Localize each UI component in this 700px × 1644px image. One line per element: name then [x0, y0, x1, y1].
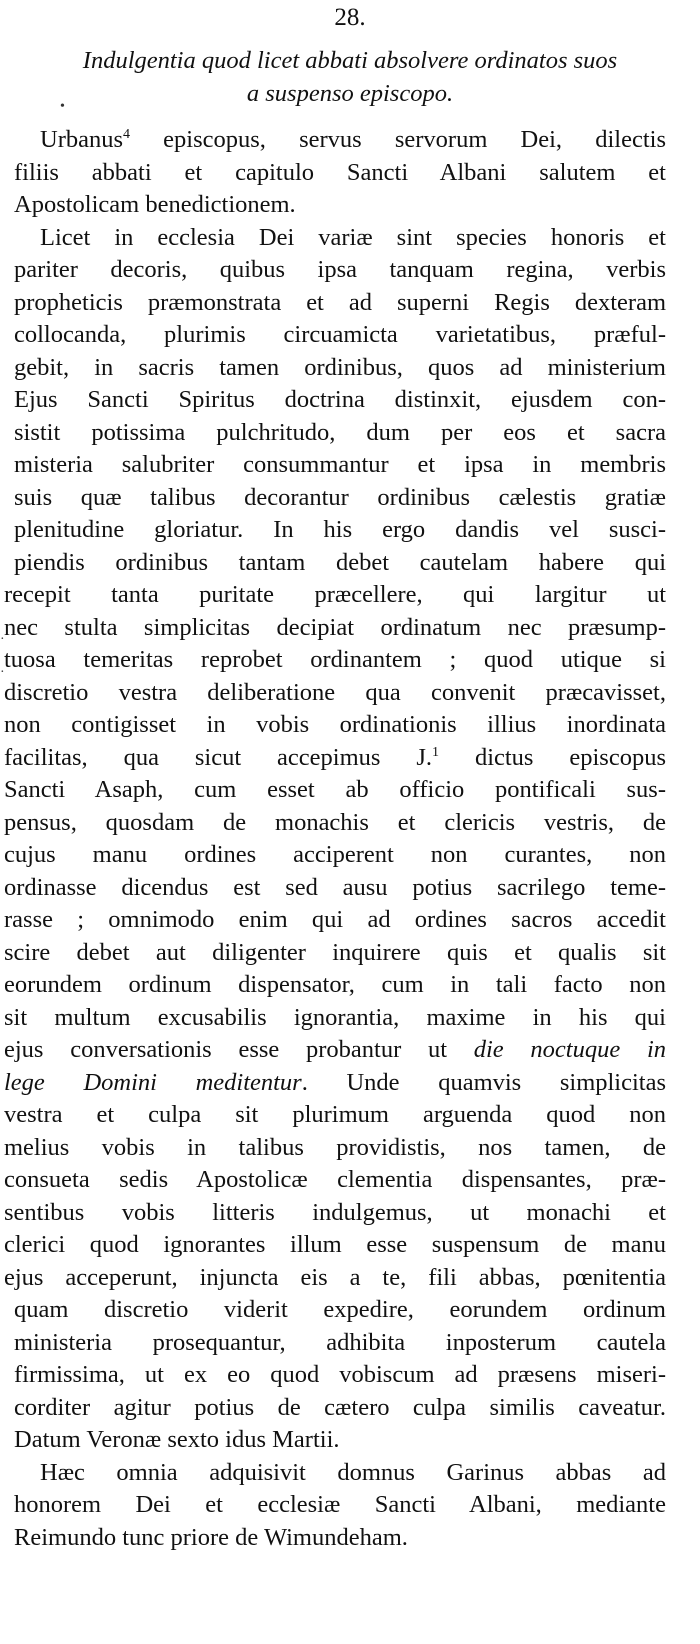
sender-name: Urbanus — [40, 126, 124, 153]
document-body — [0, 124, 700, 1554]
text-line: filiis abbati et capitulo Sancti Albani salutem et — [14, 158, 666, 186]
text-line: collocanda, plurimis circuamicta varietatibus, præful- — [14, 321, 666, 348]
footnote-marker: 4 — [123, 127, 131, 142]
text-line: sistit potissima pulchritudo, dum per eos et sacra — [14, 418, 666, 446]
scripture-quote: lege Domini meditentur — [4, 1068, 302, 1096]
page-number: 28. — [334, 4, 366, 31]
text-line: quam discretio viderit expedire, eorundem ordinum — [14, 1296, 666, 1323]
text-line: Reimundo tunc priore de Wimundeham. — [14, 1523, 408, 1551]
text-line: recepit tanta puritate præcellere, qui largitur ut — [4, 581, 666, 608]
text-line: honorem Dei et ecclesiæ Sancti Albani, mediante — [14, 1491, 666, 1518]
text-line: sit multum excusabilis ignorantia, maxime in his qui — [4, 1003, 666, 1031]
text-line: scire debet aut diligenter inquirere quis et qualis sit — [4, 938, 666, 966]
text-line: Apostolicam benedictionem. — [14, 191, 296, 218]
text-line: gebit, in sacris tamen ordinibus, quos ad ministerium — [14, 353, 666, 381]
text-line: Hæc omnia adquisivit domnus Garinus abbas ad — [40, 1458, 666, 1486]
text-line: piendis ordinibus tantam debet cautelam habere qui — [14, 548, 666, 576]
text-line: consueta sedis Apostolicæ clementia dispensantes, præ- — [4, 1166, 666, 1193]
text-line: vestra et culpa sit plurimum arguenda quod non — [4, 1101, 666, 1128]
text-line: firmissima, ut ex eo quod vobiscum ad præsens miseri- — [14, 1361, 666, 1388]
text-line: Sancti Asaph, cum esset ab officio pontificali sus- — [4, 776, 666, 803]
text-line: facilitas, qua sicut accepimus J.$^1$ dictus episcopus — [4, 743, 667, 771]
heading-line-2: a suspenso episcopo. — [246, 80, 454, 107]
footnote-marker: 1 — [432, 744, 440, 760]
text-line: misteria salubriter consummantur et ipsa in membris — [14, 451, 666, 478]
margin-mark: · — [0, 665, 5, 680]
text-line: plenitudine gloriatur. In his ergo dandis vel susci- — [14, 516, 666, 543]
text-line: cujus manu ordines acciperent non curantes, non — [4, 841, 666, 868]
address-paragraph — [0, 124, 700, 222]
text-line: Licet in ecclesia Dei variæ sint species honoris et — [40, 223, 666, 251]
text-line: suis quæ talibus decorantur ordinibus cælestis gratiæ — [14, 483, 666, 511]
heading-line-1: Indulgentia quod licet abbati absolvere ordinatos suos — [82, 47, 618, 74]
text-line: ejus conversationis esse probantur ut die noctuque in — [4, 1036, 666, 1063]
text-line: nec stulta simplicitas decipiat ordinatum nec præsump- — [4, 613, 666, 641]
document-heading — [10, 44, 690, 110]
stray-dot-mark: • — [60, 99, 65, 114]
text-line: clerici quod ignorantes illum esse suspensum de manu — [4, 1231, 666, 1258]
text-line: ministeria prosequantur, adhibita inposterum cautela — [14, 1328, 666, 1356]
closing-paragraph — [0, 1457, 700, 1555]
text-line: non contigisset in vobis ordinationis illius inordinata — [4, 711, 666, 738]
margin-mark: · — [0, 632, 5, 647]
text-line: lege Domini meditentur. Unde quamvis simplicitas — [4, 1068, 667, 1096]
text-line: discretio vestra deliberatione qua convenit præcavisset, — [4, 678, 666, 706]
text-line: propheticis præmonstrata et ad superni Regis dexteram — [14, 288, 666, 316]
text-line: corditer agitur potius de cætero culpa similis caveatur. — [14, 1393, 666, 1421]
text-line: sentibus vobis litteris indulgemus, ut monachi et — [4, 1198, 666, 1226]
text-line: rasse ; omnimodo enim qui ad ordines sacros accedit — [4, 906, 666, 933]
scripture-quote: die noctuque in — [473, 1036, 666, 1063]
text-line: melius vobis in talibus providistis, nos tamen, de — [4, 1133, 666, 1161]
text-line: pensus, quosdam de monachis et clericis vestris, de — [4, 808, 666, 836]
text-line: ejus acceperunt, injuncta eis a te, fili abbas, pœnitentia — [4, 1263, 666, 1291]
text-line: ordinasse dicendus est sed ausu potius sacrilego teme- — [4, 873, 666, 901]
text-line: pariter decoris, quibus ipsa tanquam regina, verbis — [14, 256, 666, 283]
letter-dating-clause: Datum Veronæ sexto idus Martii. — [14, 1426, 340, 1453]
letter-paragraph — [0, 222, 700, 1457]
text-line: Urbanus$^4$ episcopus, servus servorum Dei, dilectis — [40, 126, 666, 153]
text-line: tuosa temeritas reprobet ordinantem ; quod utique si — [4, 646, 666, 673]
text-line: Ejus Sancti Spiritus doctrina distinxit, ejusdem con- — [14, 386, 666, 413]
text-line: eorundem ordinum dispensator, cum in tali facto non — [4, 971, 666, 998]
